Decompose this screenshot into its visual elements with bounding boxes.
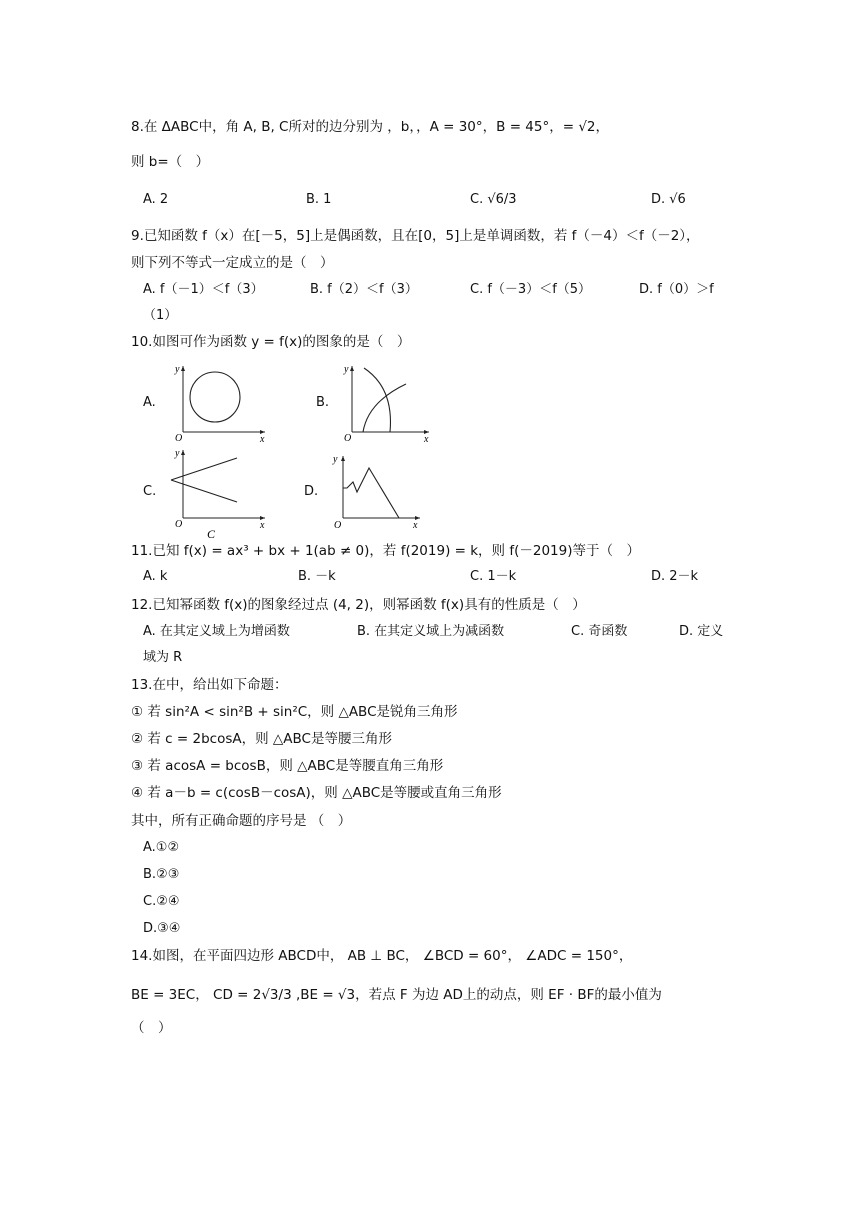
q10-graph-d	[327, 452, 427, 534]
origin-label: O	[175, 433, 183, 442]
q13-prop-4: ④ 若 a－b = c(cosB－cosA)，则 △ABC是等腰或直角三角形	[131, 785, 502, 801]
q9-option-c: C. f（－3）＜f（5）	[470, 282, 592, 297]
q9-option-b: B. f（2）＜f（3）	[310, 282, 418, 297]
q10-graph-a	[165, 360, 275, 442]
q8-option-a: A. 2	[143, 192, 169, 207]
q8-option-b: B. 1	[306, 192, 332, 207]
origin-label: O	[344, 433, 352, 442]
q13-option-a: A.①②	[143, 840, 180, 855]
q13-option-c: C.②④	[143, 894, 180, 909]
q10-graph-b	[336, 360, 436, 442]
q11-option-c: C. 1－k	[470, 569, 517, 584]
axis-x-label: x	[424, 434, 429, 442]
q13-prop-2: ② 若 c = 2bcosA，则 △ABC是等腰三角形	[131, 731, 392, 747]
q11-option-d: D. 2－k	[651, 569, 699, 584]
q13-option-d: D.③④	[143, 921, 181, 936]
q13-prop-1: ① 若 sin²A < sin²B + sin²C，则 △ABC是锐角三角形	[131, 704, 458, 720]
axis-x-label: x	[260, 520, 265, 531]
q10-option-c: C.	[143, 484, 157, 499]
q8-stem-cont: 则 b=（ ）	[131, 154, 210, 170]
axis-y-label: y	[344, 364, 349, 375]
q10-option-a: A.	[143, 395, 156, 410]
q11-stem: 11.已知 f(x) = ax³ + bx + 1(ab ≠ 0)，若 f(2019) = k，则 f(－2019)等于（ ）	[131, 543, 640, 559]
q9-option-d: D. f（0）＞f	[639, 282, 714, 297]
q12-option-a: A. 在其定义域上为增函数	[143, 624, 290, 639]
q13-stem: 13.在中，给出如下命题：	[131, 677, 288, 693]
q9-stem: 9.已知函数 f（x）在[－5，5]上是偶函数，且在[0，5]上是单调函数，若 f（－4）＜f（－2），	[131, 228, 700, 244]
q12-option-d: D. 定义	[679, 624, 724, 639]
axis-y-label: y	[333, 454, 338, 465]
q14-stem-cont: BE = 3EC， CD = 2√3/3 ,BE = √3，若点 F 为边 AD上的动点，则 EF · BF的最小值为	[131, 987, 662, 1003]
graph-c-caption: C	[207, 527, 216, 538]
q12-option-c: C. 奇函数	[571, 624, 628, 639]
origin-label: O	[175, 519, 183, 530]
q14-stem: 14.如图，在平面四边形 ABCD中， AB ⊥ BC， ∠BCD = 60°， ∠ADC = 150°，	[131, 948, 633, 964]
axis-x-label: x	[260, 434, 265, 442]
q10-option-b: B.	[316, 395, 330, 410]
q14-stem-end: （ ）	[131, 1020, 172, 1036]
q10-stem: 10.如图可作为函数 y = f(x)的图象的是（ ）	[131, 334, 411, 350]
q13-question: 其中，所有正确命题的序号是 （ ）	[131, 813, 352, 829]
axis-y-label: y	[175, 448, 180, 459]
q8-stem: 8.在 ΔABC中，角 A, B, C所对的边分别为 ，b，，A = 30°，B = 45°，= √2，	[131, 119, 610, 135]
q10-graph-c	[165, 446, 275, 538]
q9-stem-cont: 则下列不等式一定成立的是（ ）	[131, 255, 334, 271]
origin-label: O	[334, 520, 342, 531]
q12-option-d-wrap: 域为 R	[143, 650, 183, 665]
q11-option-a: A. k	[143, 569, 168, 584]
axis-y-label: y	[175, 364, 180, 375]
q9-option-a: A. f（－1）＜f（3）	[143, 282, 264, 297]
q10-option-d: D.	[304, 484, 319, 499]
q8-option-d: D. √6	[651, 192, 686, 207]
axis-x-label: x	[413, 520, 418, 531]
q12-stem: 12.已知幂函数 f(x)的图象经过点 (4, 2)，则幂函数 f(x)具有的性质是（ ）	[131, 597, 586, 613]
q13-prop-3: ③ 若 acosA = bcosB，则 △ABC是等腰直角三角形	[131, 758, 444, 774]
q9-option-d-wrap: （1）	[143, 308, 178, 323]
q12-option-b: B. 在其定义域上为减函数	[357, 624, 505, 639]
q13-option-b: B.②③	[143, 867, 180, 882]
q11-option-b: B. －k	[298, 569, 336, 584]
q8-option-c: C. √6/3	[470, 192, 517, 207]
